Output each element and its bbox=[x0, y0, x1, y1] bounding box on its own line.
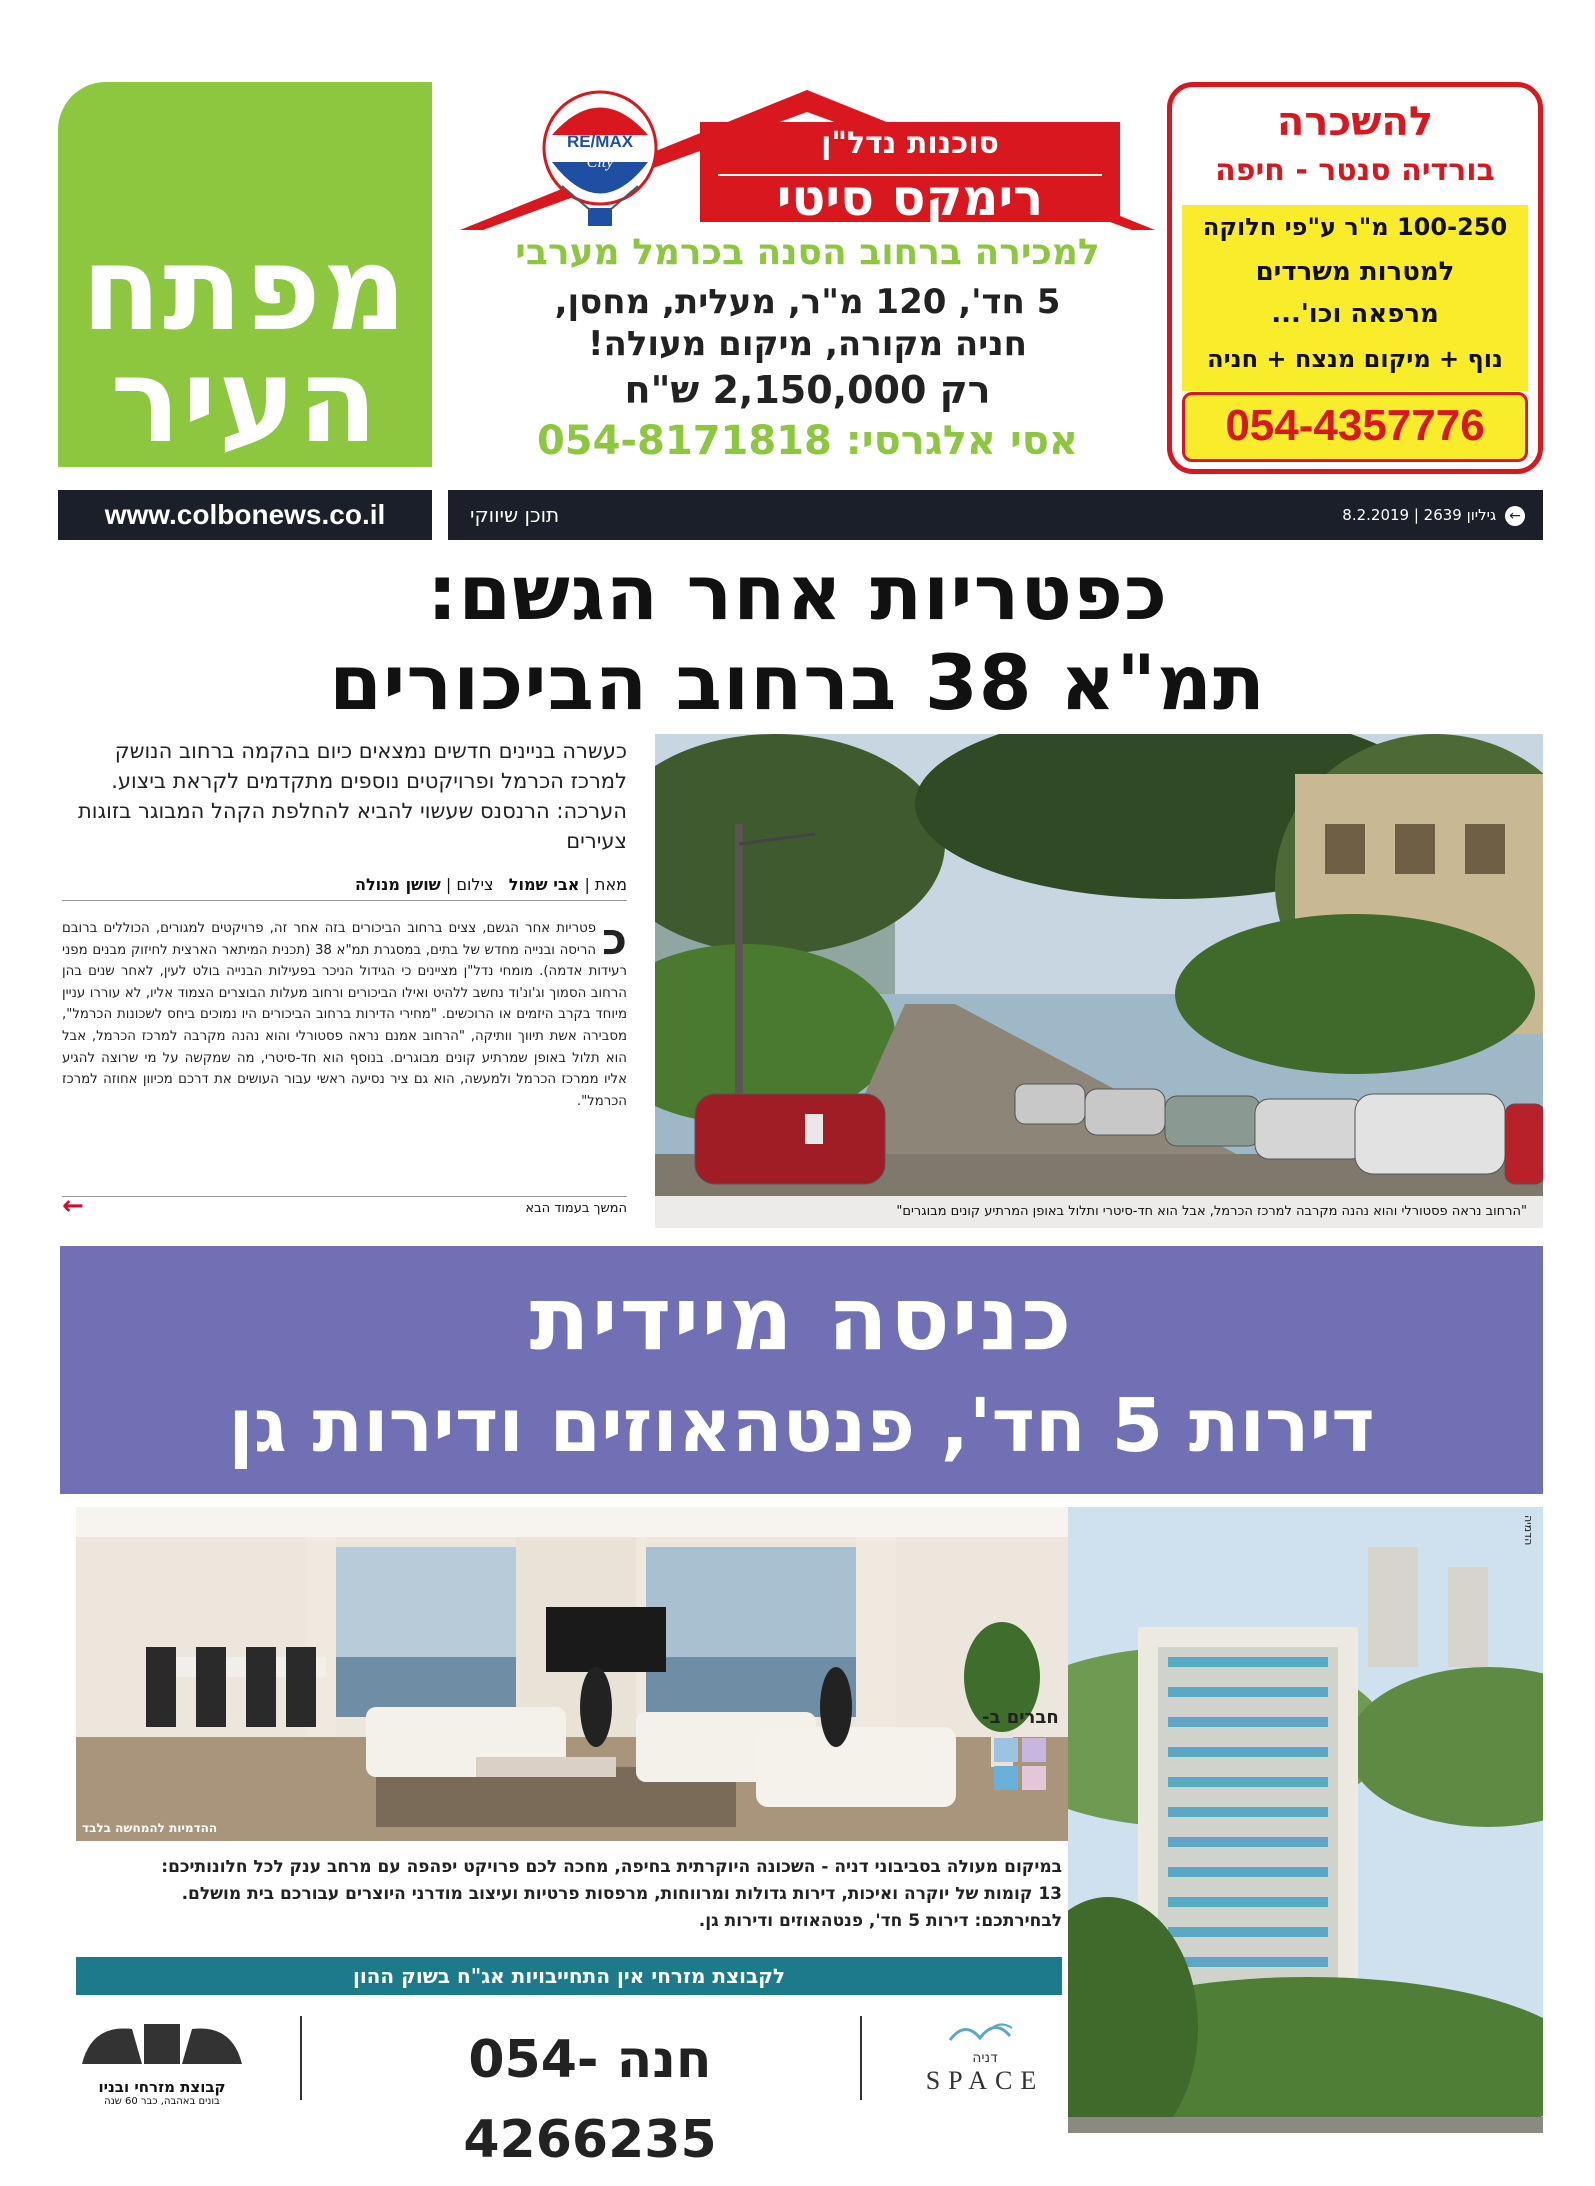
byline-author: אבי שמול bbox=[508, 875, 580, 894]
rent-title: להשכרה bbox=[1276, 99, 1434, 145]
birds-icon bbox=[940, 2010, 1030, 2050]
arrow-left-icon: ← bbox=[62, 1191, 84, 1221]
remax-brand-sub: City bbox=[586, 154, 614, 171]
rent-details-box bbox=[1182, 205, 1528, 391]
rent-size: 100-250 מ"ר ע"פי חלוקה bbox=[1202, 213, 1508, 241]
rent-phone[interactable]: 054-4357776 bbox=[1225, 401, 1485, 450]
headline-line-1: כפטריות אחר הגשם: bbox=[426, 548, 1169, 637]
association-logo-icon bbox=[990, 1734, 1050, 1794]
copy-line-2: 13 קומות של יוקרה ואיכות, דירות גדולות ומרווחות, מרפסות פרטיות ועיצוב מודרני היוצרים עבורכם בית מושלם. bbox=[181, 1884, 1062, 1904]
continued-label: המשך בעמוד הבא bbox=[525, 1201, 627, 1216]
sale-details-1: 5 חד', 120 מ"ר, מעלית, מחסן, bbox=[554, 282, 1061, 322]
issue-number bbox=[1342, 490, 1525, 540]
denya-space-logo[interactable] bbox=[900, 2010, 1070, 2120]
lion-emblem-icon bbox=[72, 2004, 252, 2074]
sale-price: רק 2,150,000 ש"ח bbox=[624, 368, 991, 412]
continued-next-page[interactable] bbox=[62, 1191, 627, 1221]
building-render-image bbox=[1068, 1507, 1543, 2133]
developer-tagline: בונים באהבה, כבר 60 שנה bbox=[104, 2096, 220, 2107]
article-body-text: פטריות אחר הגשם, צצים ברחוב הביכורים בזה אחר זה, פרויקטים למגורים, הכוללים ברובם הריסה ובנייה מחדש של בתים, במסגרת תמ"א 38 (תכנית המיתאר הארצית לחיזוק מבנים מפני רעידות אדמה). מומחי נדל"ן מציינים כי הגידול הניכר בפעילות הבנייה בולט לעין, לאחר שנים בהן הרחוב הסמוך וג'ונ'וד נחשב ללהיט ואילו הביכורים ורחוב מעלות הבוצרים הצמוד אליו, לא עוררו עניין מיוחד בקרב היזמים או הרוכשים. "מחירי הדירות ברחוב הביכורים היו נמוכים ביחס לשכונות הכרמל", מסבירה אשת תיווך וותיקה, "הרחוב אמנם נראה פסטורלי והוא נהנה מקרבה למרכז הכרמל, אבל הוא תלול באופן שמרתיע קונים מבוגרים. בנוסף הוא חד-סיטרי, מה שמקשה על מי שרוצה להגיע אליו ממרכז הכרמל ולמעשה, הוא גם ציר נסיעה ראשי עבור העושים את דרכם מכיוון אחוזה למרכז הכרמל". bbox=[62, 921, 627, 1109]
mizrahi-group-logo[interactable] bbox=[72, 2004, 252, 2110]
newspaper-logo[interactable] bbox=[58, 82, 432, 467]
contact-name: אסי אלגרסי: bbox=[845, 418, 1079, 464]
render-credit: הדמיה bbox=[1522, 1515, 1535, 1546]
byline-photo-label: צילום bbox=[456, 875, 494, 894]
photo-caption: "הרחוב נראה פסטורלי והוא נהנה מקרבה למרכז הכרמל, אבל הוא חד-סיטרי ותלול באופן המרתיע קונים מבוגרים" bbox=[655, 1196, 1543, 1228]
rent-purpose-1: למטרות משרדים bbox=[1255, 257, 1455, 287]
banner-line-1: כניסה מיידית bbox=[529, 1267, 1074, 1370]
issue-text: גיליון 2639 | 8.2.2019 bbox=[1342, 506, 1497, 524]
street-photo-image bbox=[655, 734, 1543, 1228]
logo-line-1: מפתח bbox=[81, 222, 409, 357]
banner-line-2: דירות 5 חד', פנטהאוזים ודירות גן bbox=[228, 1383, 1375, 1469]
article-byline: מאת | אבי שמול צילום | שושן מנולה bbox=[62, 875, 627, 901]
agency-name: רימקס סיטי bbox=[776, 169, 1044, 227]
logo-line-2: העיר bbox=[110, 334, 380, 469]
developer-name: קבוצת מזרחי ובניו bbox=[98, 2078, 226, 2096]
project-logo-top: דניה bbox=[972, 2050, 998, 2066]
arrow-left-circle-icon: ← bbox=[1505, 506, 1525, 526]
project-banner[interactable] bbox=[60, 1246, 1543, 1494]
article-headline bbox=[100, 548, 1495, 728]
project-logo-bottom: SPACE bbox=[925, 2066, 1045, 2095]
remax-advertisement[interactable] bbox=[460, 82, 1155, 477]
byline-photographer: שושן מנולה bbox=[355, 875, 441, 894]
street-photo bbox=[655, 734, 1543, 1228]
rent-location: בורדיה סנטר - חיפה bbox=[1215, 153, 1495, 188]
sale-title: למכירה ברחוב הסנה בכרמל מערבי bbox=[515, 232, 1100, 273]
project-description bbox=[76, 1854, 1062, 1935]
image-disclaimer: ההדמיות להמחשה בלבד bbox=[82, 1821, 218, 1835]
article-lead: כעשרה בניינים חדשים נמצאים כיום בהקמה ברחוב הנושק למרכז הכרמל ופרויקטים נוספים מתקדמים לקראת ביצוע. הערכה: הרנסנס שעשוי להביא להחלפת הקהל המבוגר בזוגות צעירים bbox=[77, 739, 627, 853]
dropcap: כ bbox=[602, 914, 627, 965]
office-rent-advertisement[interactable] bbox=[1167, 82, 1543, 474]
promo-label: תוכן שיווקי bbox=[470, 503, 560, 527]
tower-illustration bbox=[1068, 1507, 1543, 2133]
sale-details-2: חניה מקורה, מיקום מעולה! bbox=[587, 324, 1028, 364]
interior-render-image bbox=[76, 1507, 1070, 1841]
rent-purpose-2: מרפאה וכו'... bbox=[1271, 299, 1439, 329]
rent-features: נוף + מיקום מנצח + חניה bbox=[1207, 345, 1503, 373]
contact-phone[interactable]: 054-8171818 bbox=[536, 418, 832, 464]
remax-brand: RE/MAX bbox=[566, 132, 634, 151]
copy-line-1: במיקום מעולה בסביבוני דניה - השכונה היוקרתית בחיפה, מחכה לכם פרויקט יפהפה עם מרחב ענק לכל חלונותיכם: bbox=[161, 1857, 1062, 1877]
bond-disclaimer-bar: לקבוצת מזרחי אין התחייבויות אג"ח בשוק ההון bbox=[76, 1957, 1062, 1995]
article-body bbox=[62, 914, 627, 1112]
headline-line-2: תמ"א 38 ברחוב הביכורים bbox=[329, 638, 1266, 727]
members-text: חברים ב- bbox=[982, 1707, 1059, 1728]
project-phone[interactable]: חנה 054-4266235 bbox=[463, 2030, 717, 2170]
agency-label: סוכנות נדל"ן bbox=[821, 126, 999, 161]
byline-from: מאת bbox=[594, 875, 627, 894]
living-room-illustration bbox=[76, 1507, 1070, 1841]
sale-contact[interactable] bbox=[460, 418, 1155, 464]
rent-phone-box[interactable] bbox=[1182, 392, 1528, 462]
footer-divider-left bbox=[300, 2016, 302, 2100]
footer-divider-right bbox=[860, 2016, 862, 2100]
copy-line-3: לבחירתכם: דירות 5 חד', פנטהאוזים ודירות גן. bbox=[698, 1911, 1062, 1931]
members-label bbox=[982, 1707, 1059, 1794]
issue-info-bar bbox=[448, 490, 1543, 540]
site-url-link[interactable]: www.colbonews.co.il bbox=[58, 490, 432, 540]
